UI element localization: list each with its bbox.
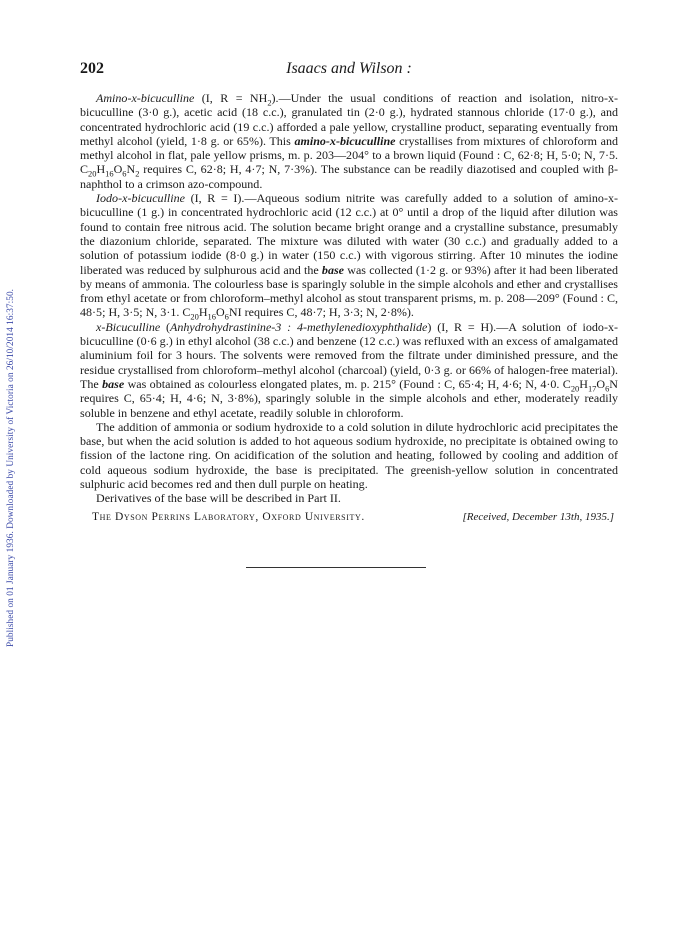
paragraph-x-bicuculline [80, 320, 618, 420]
subscript: 6 [122, 168, 127, 179]
text-run: N [126, 162, 136, 177]
compound-name: amino-x-bicuculline [294, 133, 396, 148]
end-rule [246, 567, 426, 568]
text-run: H [198, 305, 208, 320]
subscript: 17 [587, 383, 597, 394]
subscript: 20 [190, 311, 199, 322]
subscript: 16 [207, 311, 216, 322]
compound-heading: x-Bicuculline [96, 319, 161, 334]
text-run: (I, R = I).—Aqueous sodium nitrite was carefully added to a solution of amino-x-bicuculline (1 g.) in concentrated hydrochloric acid (12 c.c.) at 0° until a drop of the liquid after dilution was found to contain free nitrous acid. The solution became bright orange and a crystalline substance, presumably the diazonium chloride, separated. The mixture was diluted with water (30 c.c.) and gradually added to a solution of potassium iodide (8·0 g.) in water (150 c.c.) with vigorous stirring. After 10 minutes the iodine liberated was reduced by sulphurous acid and the [80, 191, 618, 277]
text-run: O [113, 162, 123, 177]
received-date: [Received, December 13th, 1935.] [462, 510, 614, 523]
text-run: O [215, 305, 225, 320]
subscript: 2 [267, 97, 272, 108]
compound-heading: Amino-x-bicuculline [96, 91, 195, 105]
paragraph-base-behaviour: The addition of ammonia or sodium hydroxide to a cold solution in dilute hydrochloric acid precipitates the base, but when the acid solution is added to hot aqueous sodium hydroxide, no precipitate is obtained owing to fission of the lactone ring. On acidification of the solution and heating, followed by cooling and addition of cold aqueous sodium hydroxide, the base is precipitated. The greenish-yellow solution in concentrated sulphuric acid becomes red and then dull purple on heating. [80, 419, 618, 492]
text-run: N requires C, 65·4; H, 4·6; N, 3·8%), sparingly soluble in the simple alcohols and ether, moderately readily soluble in benzene and ethyl acetate, readily soluble in chloroform. [80, 376, 618, 420]
compound-name: base [102, 376, 125, 391]
text-run: (I, R = NH [194, 91, 268, 105]
compound-name: Anhydrohydrastinine-3 : 4-methylenedioxyphthalide [170, 319, 428, 334]
text-run: NI requires C, 48·7; H, 3·3; N, 2·8%). [228, 305, 414, 320]
text-run: ).—Under the usual conditions of reaction and isolation, nitro-x-bicuculline (3·0 g.), acetic acid (18 c.c.), granulated tin (2·0 g.), hydrated stannous chloride (17·0 g.), and concentrated hydrochloric acid (19 c.c.) afforded a pale yellow, crystalline product, separating eventually from methyl alcohol (yield, 1·8 g. or 65%). This [80, 91, 618, 148]
publication-sidebar [0, 0, 22, 936]
paragraph-derivatives: Derivatives of the base will be described in Part II. [96, 491, 341, 506]
page-number: 202 [80, 60, 104, 77]
text-run: H [96, 162, 106, 177]
text-run: was collected (1·2 g. or 93%) after it had been liberated by means of ammonia. The colourless base is sparingly soluble in the simple alcohols and ether and crystallises from ethyl acetate or from chloroform–methyl alcohol as stout transparent prisms, m. p. 208—209° (Found : C, 48·5; H, 3·5; N, 3·1. C [80, 262, 618, 320]
subscript: 16 [105, 168, 114, 179]
text-run: O [596, 376, 606, 391]
subscript: 6 [224, 311, 229, 322]
paragraph-amino-bicuculline [80, 91, 618, 191]
article-body [80, 91, 618, 524]
affiliation: The Dyson Perrins Laboratory, Oxford University. [92, 510, 365, 523]
compound-name: base [321, 262, 345, 277]
text-run: ) (I, R = H).—A solution of iodo-x-bicuculline (0·6 g.) in ethyl alcohol (38 c.c.) and benzene (12 c.c.) was refluxed with an excess of amalgamated aluminium foil for 3 hours. The solvents were removed from the filtrate under diminished pressure, and the residue crystallised from chloroform–methyl alcohol (charcoal) (yield, 0·3 g. or 66% of halogen-free material). The [80, 319, 618, 391]
article-footer [80, 510, 618, 524]
text-run: requires C, 62·8; H, 4·7; N, 7·3%). The substance can be readily diazotised and coupled with β-naphthol to a crimson azo-compound. [80, 162, 618, 191]
subscript: 6 [605, 383, 610, 394]
text-run: ( [160, 319, 171, 334]
running-head: Isaacs and Wilson : [286, 60, 412, 77]
text-run: H [579, 376, 588, 391]
compound-heading: Iodo-x-bicuculline [96, 191, 185, 206]
subscript: 20 [88, 168, 97, 179]
text-run: was obtained as colourless elongated plates, m. p. 215° (Found : C, 65·4; H, 4·6; N, 4·0. C [124, 376, 571, 391]
paragraph-iodo-bicuculline [80, 191, 618, 320]
subscript: 20 [570, 383, 580, 394]
text-run: crystallises from mixtures of chloroform and methyl alcohol in flat, pale yellow prisms, m. p. 203—204° to a brown liquid (Found : C, 62·8; H, 5·0; N, 7·5. C [80, 133, 618, 177]
page-header [80, 60, 618, 82]
subscript: 2 [135, 168, 140, 179]
publication-note: Published on 01 January 1936. Downloaded by University of Victoria on 26/10/2014 16:37:50. [6, 288, 16, 648]
